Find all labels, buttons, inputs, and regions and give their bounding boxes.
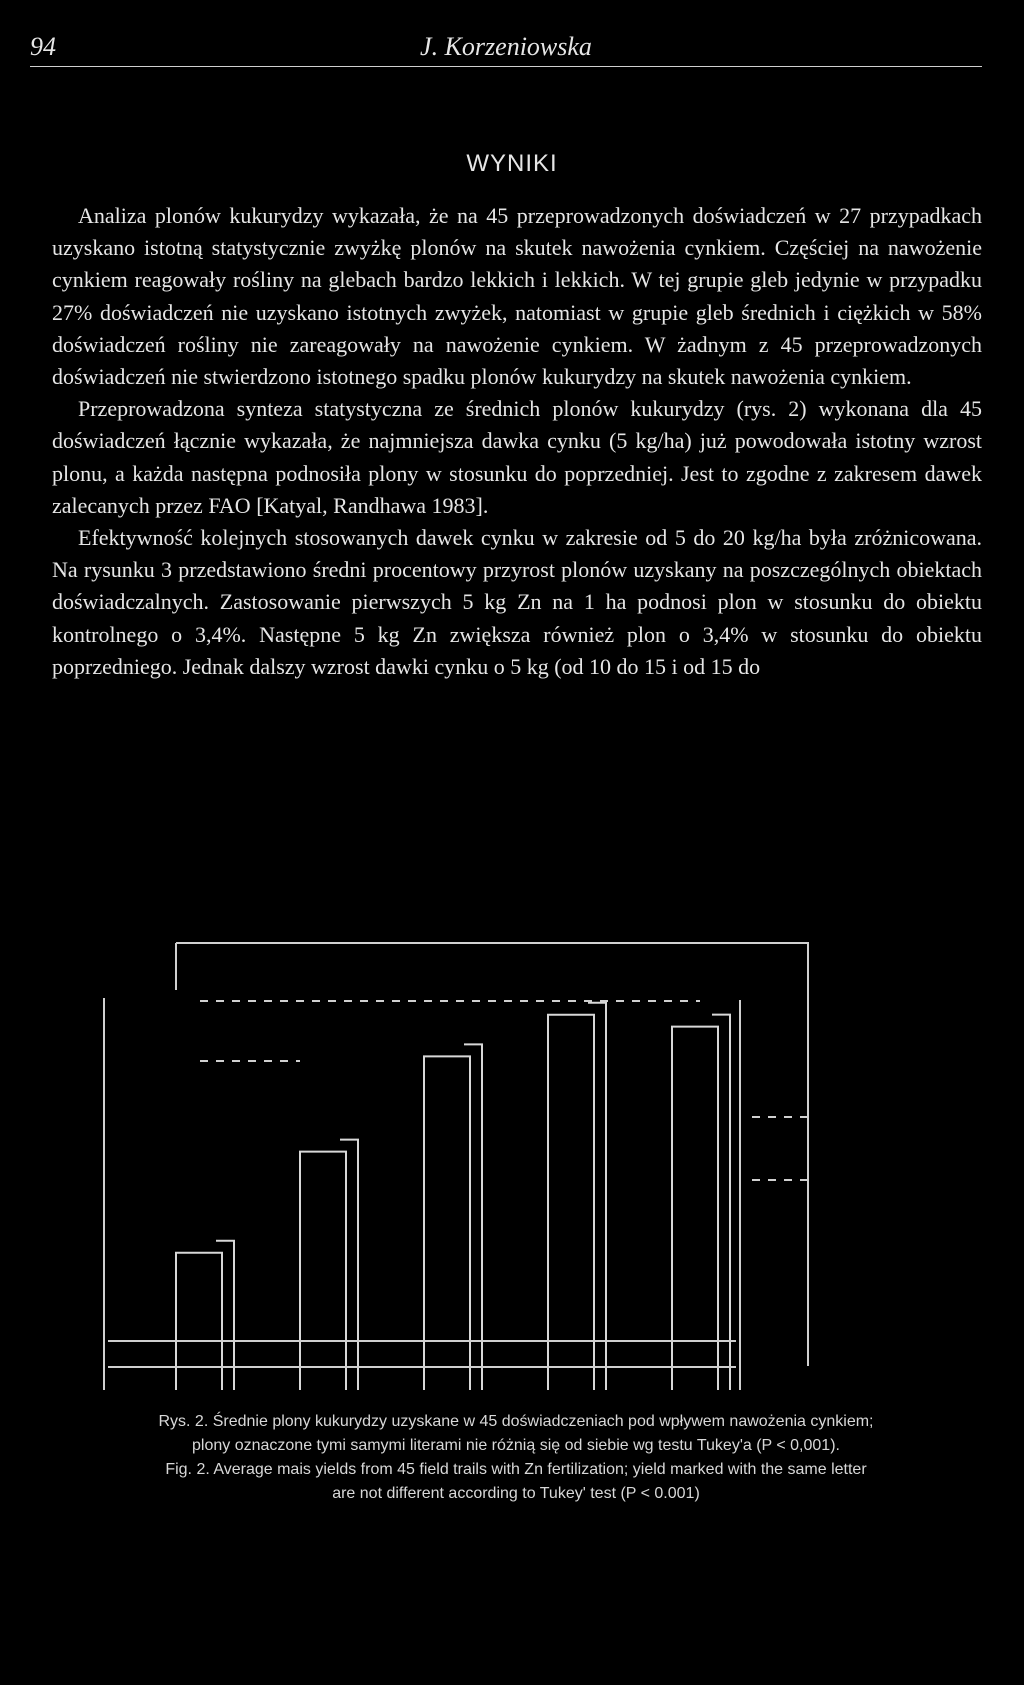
paragraph-1: Analiza plonów kukurydzy wykazała, że na 45 przeprowadzonych doświadczeń w 27 przypadkach uzyskano istotną statystycznie zwyżkę plonów na skutek nawożenia cynkiem. Częściej na nawożenie cynkiem reagowały rośliny na glebach bardzo lekkich i lekkich. W tej grupie gleb jedynie w przypadku 27% doświadczeń nie uzyskano istotnych zwyżek, natomiast w grupie gleb średnich i ciężkich w 58% doświadczeń rośliny nie zareagowały na nawożenie cynkiem. W żadnym z 45 przeprowadzonych doświadczeń nie stwierdzono istotnego spadku plonów kukurydzy na skutek nawożenia cynkiem. [52, 203, 982, 390]
bar-2 [300, 1140, 358, 1390]
page-number: 94 [30, 32, 56, 61]
chart-axis [104, 998, 740, 1390]
bar-3 [424, 1044, 482, 1390]
caption-line-3: Fig. 2. Average mais yields from 45 field trails with Zn fertilization; yield marked with the same letter [165, 1461, 867, 1478]
paragraph-3: Efektywność kolejnych stosowanych dawek cynku w zakresie od 5 do 20 kg/ha była zróżnicowana. Na rysunku 3 przedstawiono średni procentowy przyrost plonów uzyskany na poszczególnych obiektach doświadczalnych. Zastosowanie pierwszych 5 kg Zn na 1 ha podnosi plon w stosunku do obiektu kontrolnego o 3,4%. Następne 5 kg Zn zwiększa również plon o 3,4% w stosunku do obiektu poprzedniego. Jednak dalszy wzrost dawki cynku o 5 kg (od 10 do 15 i od 15 do [52, 525, 982, 679]
paragraph-2: Przeprowadzona synteza statystyczna ze średnich plonów kukurydzy (rys. 2) wykonana dla 45 doświadczeń łącznie wykazała, że najmniejsza dawka cynku (5 kg/ha) już powodowała istotny wzrost plonu, a każda następna podnosiła plony w stosunku do poprzedniej. Jest to zgodne z zakresem dawek zalecanych przez FAO [Katyal, Randhawa 1983]. [52, 396, 982, 518]
bar-5 [672, 1015, 730, 1390]
bar-4 [548, 1003, 606, 1390]
running-header [30, 22, 982, 67]
running-head-author: J. Korzeniowska [420, 32, 592, 61]
figure-2 [0, 930, 1024, 1390]
caption-line-4: are not different according to Tukey' test (P < 0.001) [332, 1485, 700, 1502]
bars-group [176, 1003, 730, 1390]
figure-caption [46, 1410, 986, 1506]
chart-bottom-rules [0, 1625, 1024, 1685]
chart-rule-a [108, 1340, 736, 1342]
caption-line-1: Rys. 2. Średnie plony kukurydzy uzyskane w 45 doświadczeniach pod wpływem nawożenia cynkiem; [158, 1413, 874, 1430]
body-text [52, 200, 982, 683]
chart-rule-b [108, 1366, 736, 1368]
bar-chart [0, 930, 1024, 1390]
section-title: WYNIKI [466, 150, 558, 177]
caption-line-2: plony oznaczone tymi samymi literami nie różnią się od siebie wg testu Tukey'a (P < 0,001). [192, 1437, 840, 1454]
letter-lines-group [200, 1001, 808, 1180]
chart-frame-outer [176, 943, 808, 1366]
